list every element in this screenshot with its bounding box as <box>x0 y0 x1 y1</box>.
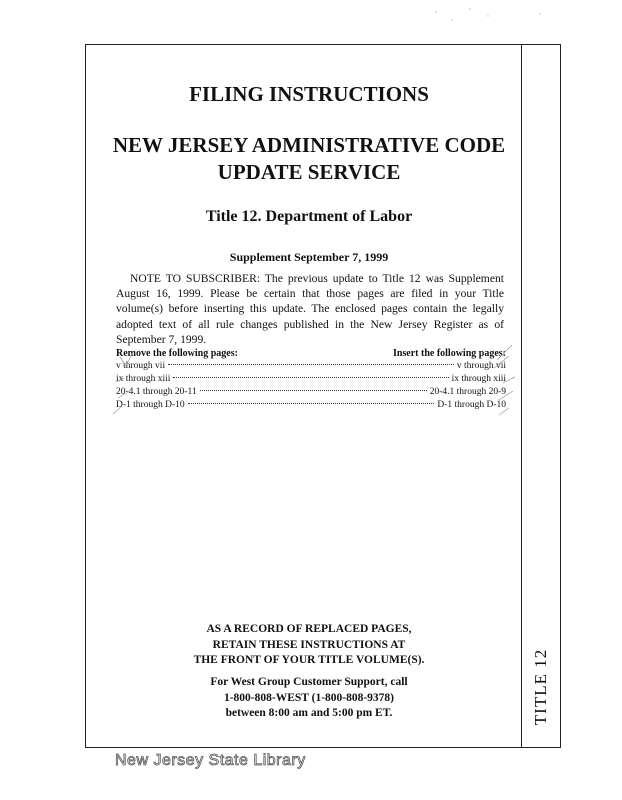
pencil-mark <box>116 378 124 382</box>
record-line-3: THE FRONT OF YOUR TITLE VOLUME(S). <box>193 654 425 666</box>
insert-pages: 20-4.1 through 20-9 <box>429 387 506 397</box>
remove-pages: ix through xiii <box>116 374 171 384</box>
remove-pages: 20-4.1 through 20-11 <box>116 387 197 397</box>
support-line-2: 1-800-808-WEST (1-800-808-9378) <box>223 691 395 704</box>
remove-pages: v through vii <box>116 361 166 371</box>
record-line-2: RETAIN THESE INSTRUCTIONS AT <box>212 638 406 651</box>
insert-pages: ix through xiii <box>451 374 506 384</box>
pencil-mark <box>499 408 509 415</box>
library-stamp: New Jersey State Library <box>115 752 306 769</box>
pencil-mark <box>494 356 509 368</box>
pencil-mark <box>497 345 512 360</box>
page-title: FILING INSTRUCTIONS <box>189 82 429 106</box>
pencil-mark <box>118 393 126 398</box>
subtitle-line-1: NEW JERSEY ADMINISTRATIVE CODE <box>112 133 506 157</box>
remove-header: Remove the following pages: <box>116 348 238 359</box>
insert-pages: v through vii <box>456 361 506 371</box>
side-tab-label: TITLE 12 <box>531 648 550 726</box>
check-mark <box>120 352 133 366</box>
pencil-mark <box>113 406 122 414</box>
support-line-1: For West Group Customer Support, call <box>210 676 408 688</box>
department-heading: Title 12. Department of Labor <box>205 208 413 225</box>
insert-pages: D-1 through D-10 <box>437 400 506 410</box>
remove-pages: D-1 through D-10 <box>116 400 185 410</box>
insert-header: Insert the following pages: <box>392 348 506 359</box>
pencil-mark <box>499 391 513 400</box>
supplement-date: Supplement September 7, 1999 <box>229 250 389 264</box>
subscriber-note-text: NOTE TO SUBSCRIBER: The previous update to Title 12 was Supplement August 16, 1999. Please be certain that those pages are filed in your Title volume(s) before inserting this update. The enclosed pages contain the legally adopted text of all rule changes published in the New Jersey Register as of September 7, 1999. <box>116 272 504 346</box>
subtitle-line-2: UPDATE SERVICE <box>217 160 401 184</box>
pencil-mark <box>503 377 515 383</box>
record-line-1: AS A RECORD OF REPLACED PAGES, <box>206 623 412 635</box>
support-line-3: between 8:00 am and 5:00 pm ET. <box>225 707 393 719</box>
